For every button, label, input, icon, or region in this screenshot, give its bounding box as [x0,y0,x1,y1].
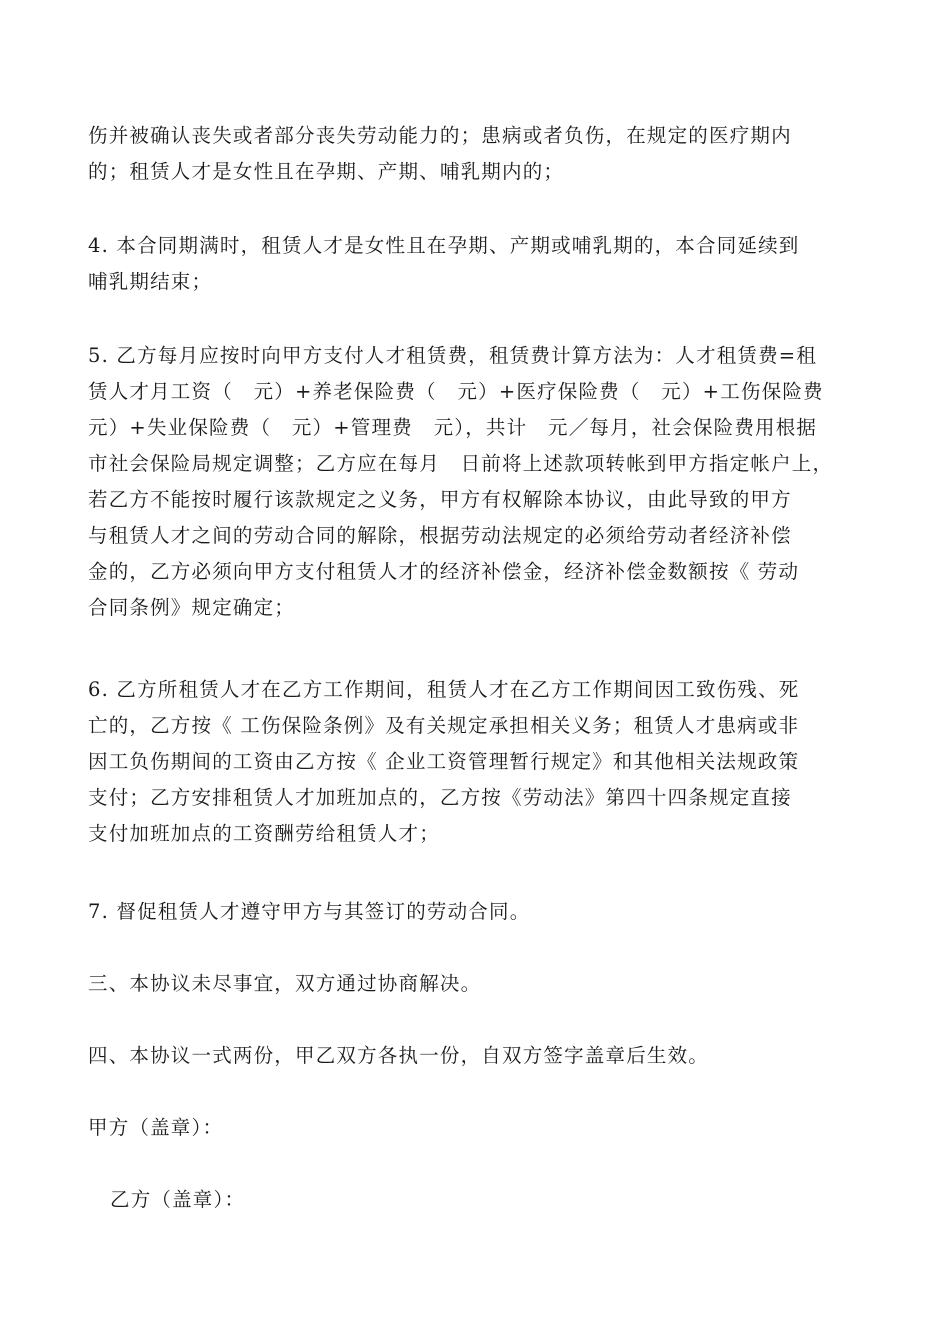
clause-3-continuation [88,118,868,190]
text-line: 若乙方不能按时履行该款规定之义务，甲方有权解除本协议，由此导致的甲方 [88,488,792,511]
text-line: 合同条例》规定确定； [88,596,296,619]
text-line: 哺乳期结束； [88,270,213,293]
clause-5 [88,338,868,626]
clause-4 [88,228,868,300]
text-line: 四、本协议一式两份，甲乙双方各执一份，自双方签字盖章后生效。 [88,1044,710,1067]
text-line: 支付；乙方安排租赁人才加班加点的，乙方按《劳动法》第四十四条规定直接 [88,786,792,809]
text-line: 亡的，乙方按《 工伤保险条例》及有关规定承担相关义务；租赁人才患病或非 [88,714,800,737]
text-line: 4. 本合同期满时，租赁人才是女性且在孕期、产期或哺乳期的，本合同延续到 [88,234,800,257]
text-line: 因工负伤期间的工资由乙方按《 企业工资管理暂行规定》和其他相关法规政策 [88,750,800,773]
text-line: 赁人才月工资（ 元）+养老保险费（ 元）+医疗保险费（ 元）+工伤保险费 [88,380,824,403]
text-line: 与租赁人才之间的劳动合同的解除，根据劳动法规定的必须给劳动者经济补偿 [88,524,792,547]
article-three [88,966,868,1002]
text-line: 支付加班加点的工资酬劳给租赁人才； [88,822,440,845]
party-b-seal [110,1182,890,1218]
text-line: 三、本协议未尽事宜，双方通过协商解决。 [88,972,482,995]
text-line: 市社会保险局规定调整；乙方应在每月 日前将上述款项转帐到甲方指定帐户上， [88,452,834,475]
text-line: 5. 乙方每月应按时向甲方支付人才租赁费，租赁费计算方法为：人才租赁费=租 [88,344,818,367]
text-line: 6. 乙方所租赁人才在乙方工作期间，租赁人才在乙方工作期间因工致伤残、死 [88,678,800,701]
clause-6 [88,672,868,852]
article-four [88,1038,868,1074]
text-line: 元）+失业保险费（ 元）+管理费 元），共计 元／每月，社会保险费用根据 [88,416,818,439]
text-line: 甲方（盖章）： [88,1116,224,1139]
text-line: 乙方（盖章）： [110,1188,246,1211]
clause-7 [88,894,868,930]
text-line: 7. 督促租赁人才遵守甲方与其签订的劳动合同。 [88,900,531,923]
text-line: 金的，乙方必须向甲方支付租赁人才的经济补偿金，经济补偿金数额按《 劳动 [88,560,800,583]
party-a-seal [88,1110,868,1146]
text-line: 的；租赁人才是女性且在孕期、产期、哺乳期内的； [88,160,565,183]
text-line: 伤并被确认丧失或者部分丧失劳动能力的；患病或者负伤，在规定的医疗期内 [88,124,792,147]
